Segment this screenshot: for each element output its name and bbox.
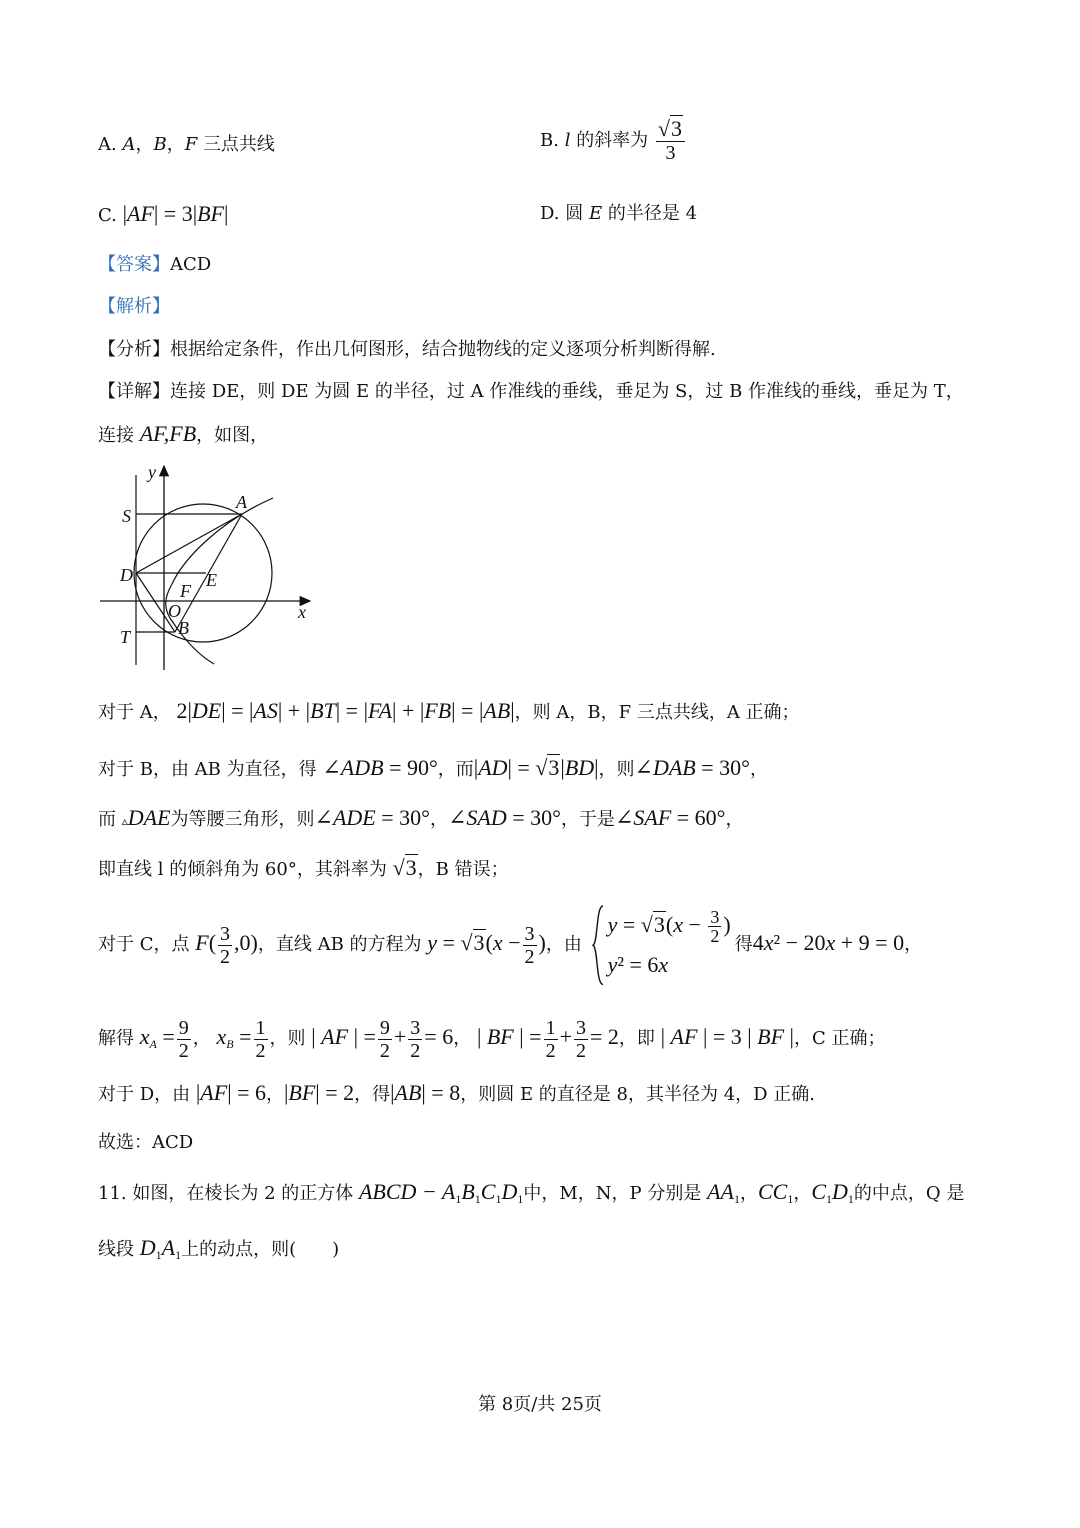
label-y: y: [148, 462, 156, 482]
xiangjie-line-2: 连接 AF,FB，如图，: [98, 421, 269, 446]
solution-b2: 而 ▵DAE为等腰三角形，则∠ADE = 30°，∠SAD = 30°，于是∠SAF = 60°，: [98, 805, 744, 830]
solution-a: 对于 A， 2|DE| = |AS| + |BT| = |FA| + |FB| = |AB|，则 A，B，F 三点共线，A 正确；: [98, 698, 800, 723]
segment-da: [136, 514, 242, 573]
answer-line: 【答案】ACD: [98, 254, 212, 275]
page-footer: 第 8页/共 25页: [478, 1394, 602, 1415]
option-d: D. 圆 E 的半径是 4: [540, 203, 698, 224]
slope-fraction: $\frac{√3}{3}$: [656, 118, 685, 164]
label-a: A: [236, 492, 247, 512]
label-t: T: [120, 627, 131, 647]
question-11-line-2: 线段 $D_1A_1$上的动点，则( ): [98, 1235, 340, 1262]
label-o: O: [168, 601, 181, 621]
geometry-figure: [98, 460, 328, 675]
label-d: D: [120, 565, 133, 585]
solution-d: 对于 D，由 |AF| = 6，|BF| = 2，得|AB| = 8，则圆 E 的直径是 8，其半径为 4，D 正确.: [98, 1080, 816, 1105]
solution-c2: 解得 $x_A$ = $\frac{9}{2}$ ， $x_B$ = $\frac{1}{2}$ ，则 | AF | = $\frac{9}{2}$ + $\frac{3}{2}$ = 6， | BF | = $\frac{1}{2}$ + $\frac{3}{2}$ = 2，即 | AF | = 3 | BF |，C 正确；: [98, 1016, 886, 1062]
equation-system: y = √3(x − $\frac{3}{2}$ ) y² = 6x: [592, 905, 731, 985]
solution-c1: 对于 C，点 F( $\frac{3}{2}$ ,0)，直线 AB 的方程为 y = √3(x − $\frac{3}{2}$ )，由 y = √3(x − $\frac{3}{2}$ ) y² = 6x 得4x² − 20x + 9 = 0，: [98, 905, 922, 985]
option-c: C. |AF| = 3|BF|: [98, 201, 229, 226]
option-b: B. l 的斜率为 $\frac{√3}{3}$: [540, 118, 687, 164]
analysis-heading: 【解析】: [98, 296, 170, 317]
label-f: F: [180, 581, 191, 601]
question-11-line-1: 11. 如图，在棱长为 2 的正方体 ABCD − $A_1B_1C_1D_1$中，M，N，P 分别是 $AA_1$，$CC_1$，$C_1D_1$的中点，Q 是: [98, 1179, 965, 1206]
solution-final: 故选：ACD: [98, 1132, 194, 1153]
fenxi-line: 【分析】根据给定条件，作出几何图形，结合抛物线的定义逐项分析判断得解.: [98, 339, 716, 360]
label-s: S: [122, 506, 131, 526]
xiangjie-line: 【详解】连接 DE，则 DE 为圆 E 的半径，过 A 作准线的垂线，垂足为 S，过 B 作准线的垂线，垂足为 T，: [98, 381, 964, 402]
label-x: x: [298, 602, 306, 622]
solution-b1: 对于 B，由 AB 为直径，得 ∠ADB = 90°，而|AD| = √3|BD|，则∠DAB = 30°，: [98, 755, 768, 780]
option-a: A. A，B，F 三点共线: [98, 134, 275, 155]
label-b: B: [178, 618, 189, 638]
solution-b3: 即直线 l 的倾斜角为 60°，其斜率为 √3，B 错误；: [98, 855, 509, 880]
label-e: E: [206, 570, 217, 590]
